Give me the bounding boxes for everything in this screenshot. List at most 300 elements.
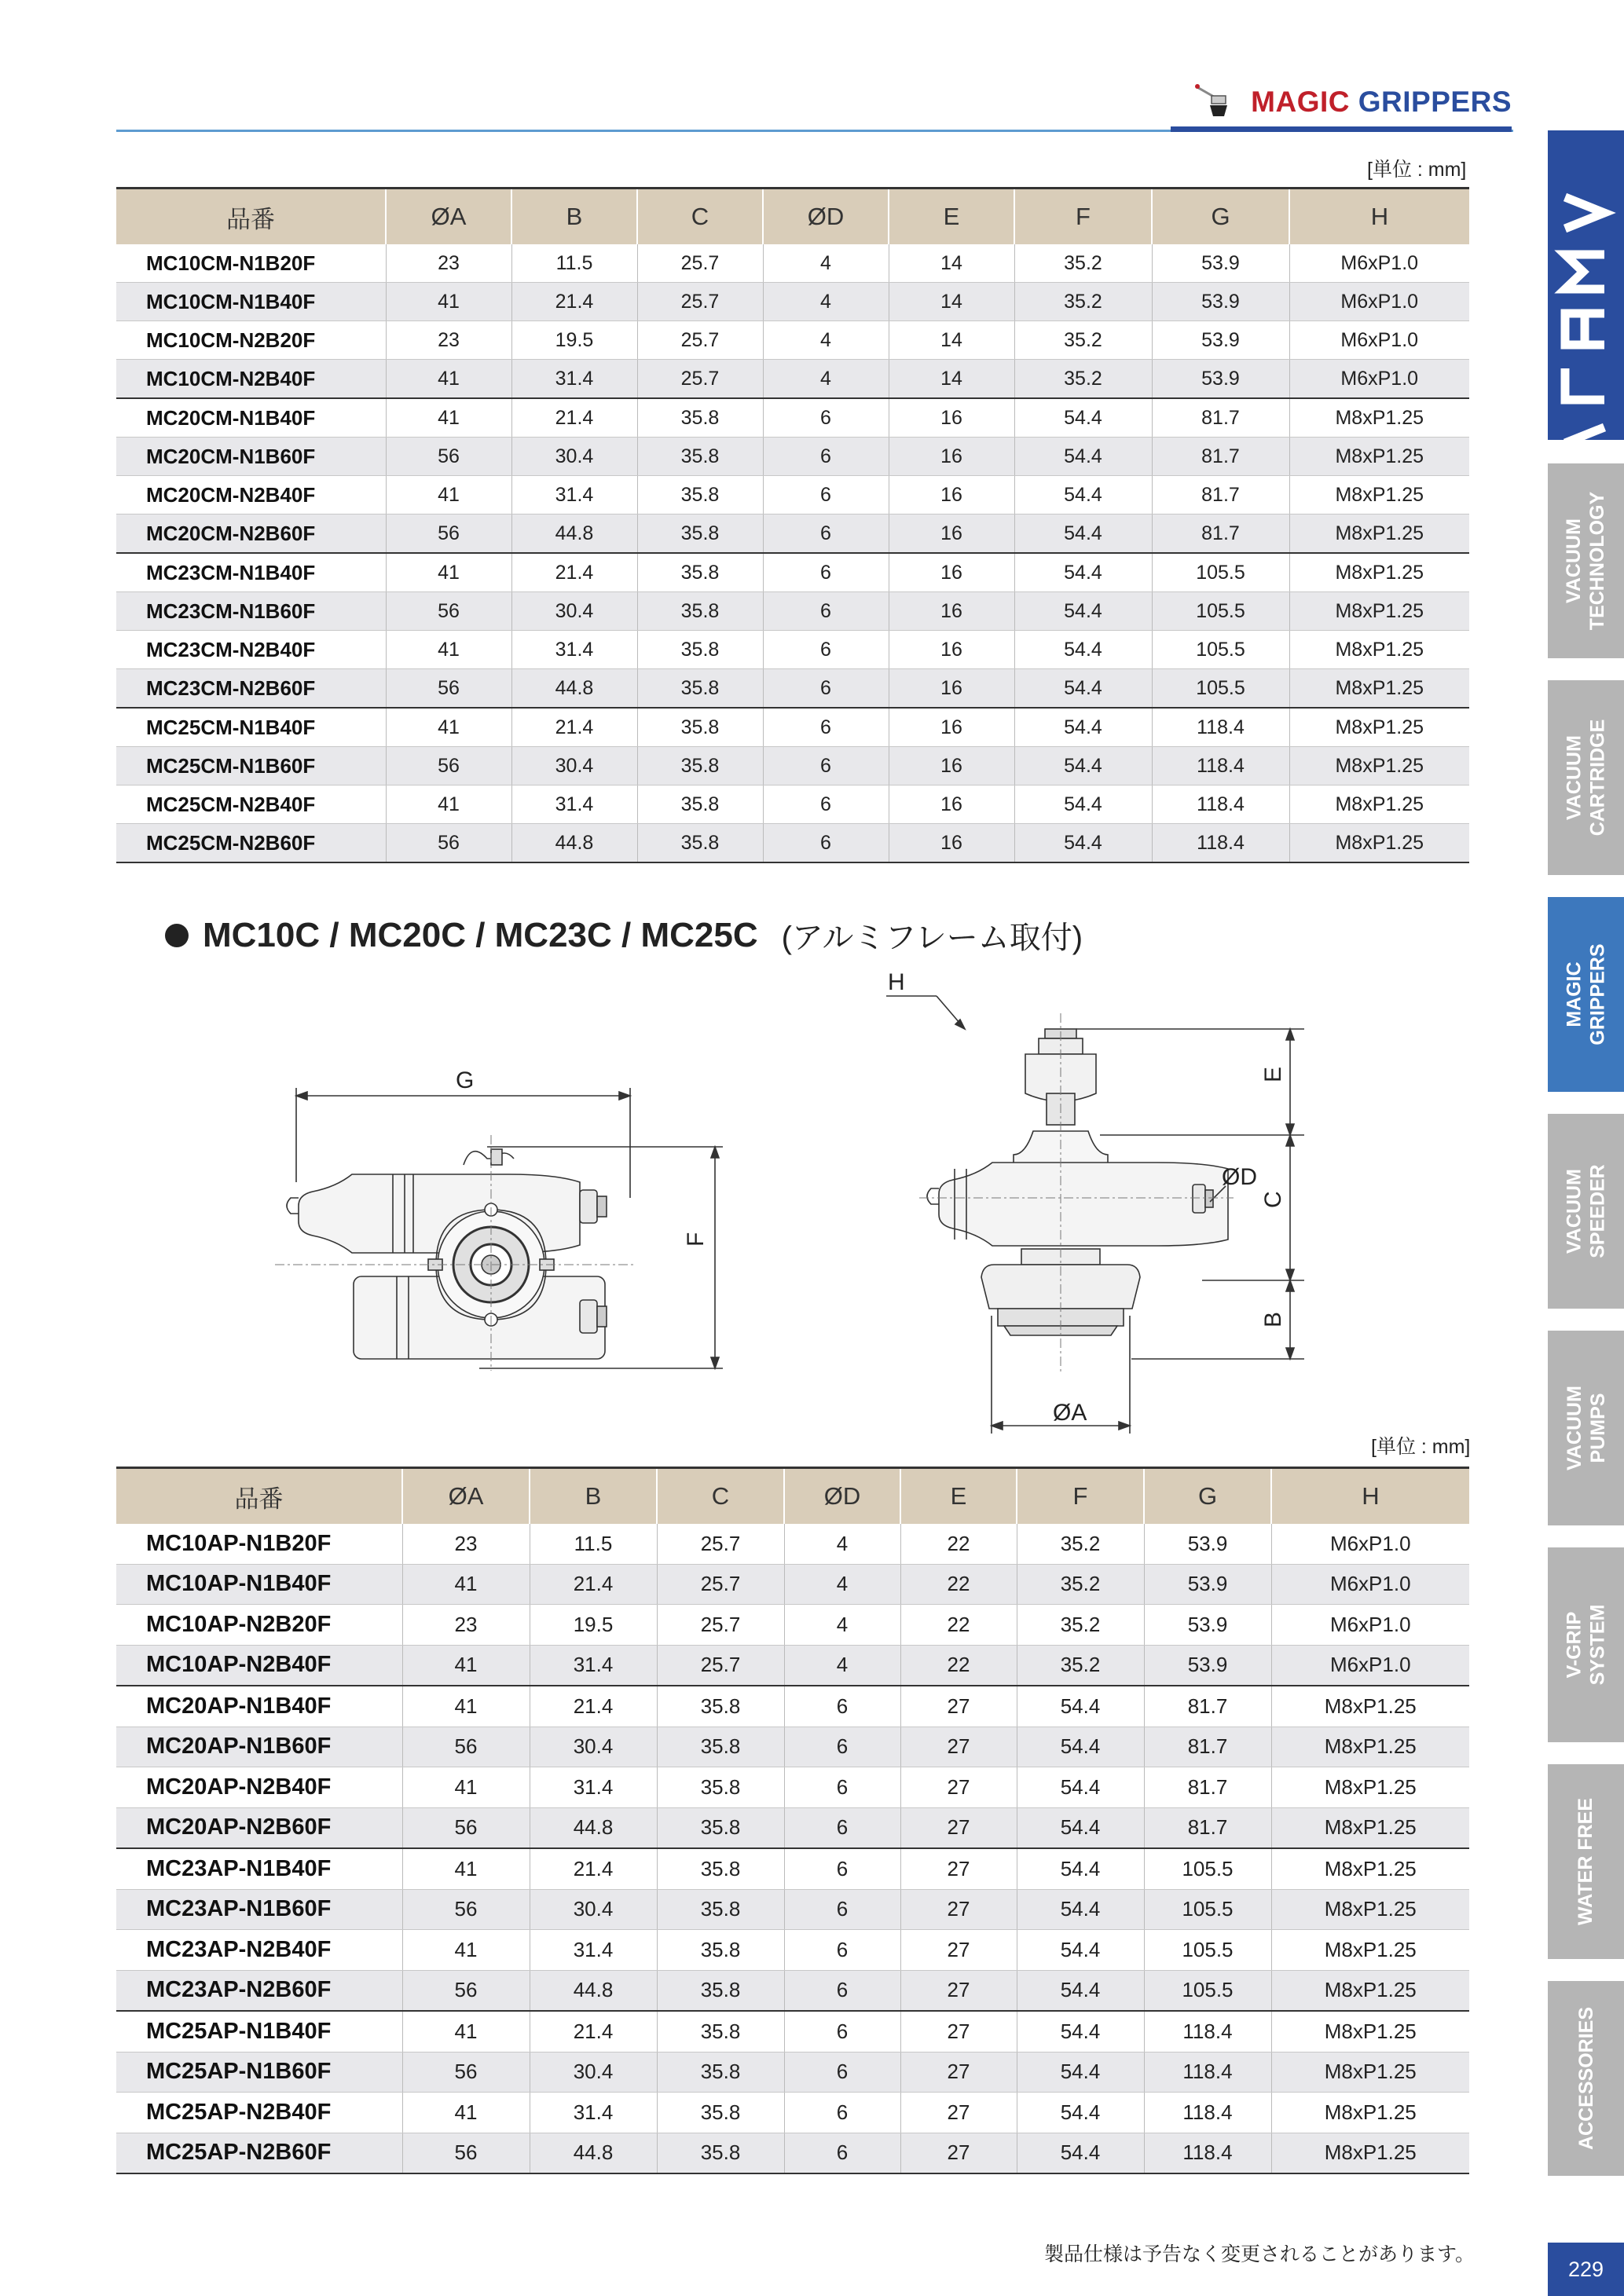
table-cell: 6 <box>763 747 889 785</box>
part-number-cell: MC25AP-N1B60F <box>116 2052 402 2093</box>
table-cell: 6 <box>763 708 889 747</box>
table-cell: 6 <box>763 553 889 592</box>
table-row <box>116 747 1469 785</box>
table-cell: M8xP1.25 <box>1289 631 1469 669</box>
section-heading <box>165 913 1083 958</box>
table-cell: 6 <box>784 1767 900 1808</box>
table-cell: 118.4 <box>1144 2093 1271 2133</box>
page-number: 229 <box>1548 2243 1624 2296</box>
table-cell: M6xP1.0 <box>1271 1605 1469 1646</box>
table-cell: 35.8 <box>657 2011 784 2052</box>
footnote: 製品仕様は予告なく変更されることがあります。 <box>1043 2243 1475 2265</box>
table-cell: 27 <box>900 1686 1017 1727</box>
table-cell: 41 <box>402 2093 530 2133</box>
column-header: C <box>657 1468 784 1525</box>
table-cell: 6 <box>763 514 889 554</box>
table-cell: 56 <box>402 1970 530 2011</box>
dim-label-b: B <box>1260 1311 1286 1327</box>
table-cell: 6 <box>763 824 889 863</box>
sidebar-tab-label: VACUUM TECHNOLOGY <box>1563 491 1609 631</box>
table-cell: 81.7 <box>1152 514 1289 554</box>
table-cell: 35.8 <box>637 631 763 669</box>
table-cell: 6 <box>784 1889 900 1930</box>
table-cell: 35.2 <box>1017 1524 1144 1564</box>
table-cell: 6 <box>784 2133 900 2173</box>
table-cell: 21.4 <box>530 1848 657 1889</box>
table-cell: M8xP1.25 <box>1289 514 1469 554</box>
part-number-cell: MC23AP-N2B60F <box>116 1970 402 2011</box>
sidebar-tab[interactable] <box>1548 1547 1624 1742</box>
table-cell: 6 <box>763 631 889 669</box>
table-cell: M8xP1.25 <box>1271 1970 1469 2011</box>
part-number-cell: MC23CM-N2B40F <box>116 631 386 669</box>
drawing-top-view <box>267 1064 739 1379</box>
table-cell: 6 <box>784 2093 900 2133</box>
column-header: E <box>900 1468 1017 1525</box>
table-cell: 105.5 <box>1152 669 1289 709</box>
table-row <box>116 1524 1469 1564</box>
table-cell: 6 <box>784 2011 900 2052</box>
table-cell: 25.7 <box>657 1605 784 1646</box>
table-cell: 30.4 <box>530 2052 657 2093</box>
table-cell: 54.4 <box>1014 785 1152 824</box>
table-cell: 6 <box>763 592 889 631</box>
table-cell: 23 <box>402 1605 530 1646</box>
part-number-cell: MC20CM-N1B40F <box>116 398 386 438</box>
table-header-row <box>116 189 1469 245</box>
sidebar-logo-tab[interactable] <box>1548 130 1624 440</box>
table-cell: 81.7 <box>1144 1686 1271 1727</box>
column-header: H <box>1271 1468 1469 1525</box>
sidebar-tab[interactable] <box>1548 1764 1624 1959</box>
table-cell: 35.8 <box>657 1727 784 1767</box>
table-cell: M6xP1.0 <box>1289 283 1469 321</box>
table-cell: 105.5 <box>1152 631 1289 669</box>
table-cell: 16 <box>889 824 1014 863</box>
column-header: G <box>1152 189 1289 245</box>
table-row <box>116 785 1469 824</box>
table-cell: 44.8 <box>511 514 637 554</box>
column-header: 品番 <box>116 1468 402 1525</box>
table-cell: 6 <box>763 438 889 476</box>
table-cell: 44.8 <box>511 824 637 863</box>
table-cell: 118.4 <box>1144 2133 1271 2173</box>
table-cell: 54.4 <box>1014 708 1152 747</box>
table-cell: 11.5 <box>511 244 637 283</box>
table-cell: 54.4 <box>1017 2133 1144 2173</box>
table-cell: 118.4 <box>1152 824 1289 863</box>
table-cell: 41 <box>402 1767 530 1808</box>
column-header: ØA <box>386 189 511 245</box>
table-cell: 22 <box>900 1645 1017 1686</box>
table-cell: 105.5 <box>1144 1930 1271 1971</box>
table-cell: 4 <box>784 1645 900 1686</box>
table-cell: 14 <box>889 360 1014 399</box>
table-cell: 31.4 <box>530 1930 657 1971</box>
table-cell: 25.7 <box>637 244 763 283</box>
table-cell: 27 <box>900 1889 1017 1930</box>
table-cell: 6 <box>784 1727 900 1767</box>
table-row <box>116 1848 1469 1889</box>
table-cell: 6 <box>784 1930 900 1971</box>
table-cell: 41 <box>402 2011 530 2052</box>
dim-label-c: C <box>1260 1191 1286 1208</box>
table-cell: 6 <box>784 1848 900 1889</box>
table-cell: 54.4 <box>1014 669 1152 709</box>
table-cell: 31.4 <box>511 360 637 399</box>
table-cell: M8xP1.25 <box>1271 1930 1469 1971</box>
table-cell: 41 <box>386 283 511 321</box>
section-subtitle: (アルミフレーム取付) <box>781 921 1083 955</box>
sidebar-tab[interactable] <box>1548 897 1624 1092</box>
table-cell: M8xP1.25 <box>1289 669 1469 709</box>
table-cell: 53.9 <box>1152 244 1289 283</box>
table-cell: 44.8 <box>511 669 637 709</box>
part-number-cell: MC25CM-N2B60F <box>116 824 386 863</box>
table-cell: 35.2 <box>1014 360 1152 399</box>
part-number-cell: MC10CM-N2B40F <box>116 360 386 399</box>
table-cell: 54.4 <box>1014 438 1152 476</box>
table-cell: 41 <box>386 553 511 592</box>
table-cell: 118.4 <box>1144 2052 1271 2093</box>
table-cell: 4 <box>763 321 889 360</box>
table-cell: 35.8 <box>657 1807 784 1848</box>
table-row <box>116 244 1469 283</box>
table-cell: 56 <box>402 2133 530 2173</box>
column-header: ØA <box>402 1468 530 1525</box>
sidebar-tab[interactable] <box>1548 1114 1624 1309</box>
table-cell: 54.4 <box>1014 398 1152 438</box>
table-cell: 23 <box>386 321 511 360</box>
column-header: B <box>530 1468 657 1525</box>
table-cell: 16 <box>889 708 1014 747</box>
table-cell: 81.7 <box>1152 438 1289 476</box>
sidebar-tab-label: MAGIC GRIPPERS <box>1563 943 1609 1045</box>
part-number-cell: MC20AP-N2B60F <box>116 1807 402 1848</box>
table-row <box>116 514 1469 554</box>
table-row <box>116 398 1469 438</box>
table-cell: 35.8 <box>637 747 763 785</box>
brand-header <box>1194 82 1512 123</box>
table-cell: 25.7 <box>657 1524 784 1564</box>
column-header: B <box>511 189 637 245</box>
part-number-cell: MC10CM-N1B20F <box>116 244 386 283</box>
table-cell: M8xP1.25 <box>1271 1767 1469 1808</box>
table-cell: 81.7 <box>1152 476 1289 514</box>
table-cell: 6 <box>784 1970 900 2011</box>
table-cell: 54.4 <box>1014 824 1152 863</box>
part-number-cell: MC10CM-N1B40F <box>116 283 386 321</box>
table-cell: 35.8 <box>637 398 763 438</box>
table-cell: 105.5 <box>1152 553 1289 592</box>
table-cell: 4 <box>763 360 889 399</box>
table-cell: 56 <box>402 1889 530 1930</box>
table-cell: 118.4 <box>1152 708 1289 747</box>
table-cell: 35.2 <box>1014 244 1152 283</box>
table-cell: 35.8 <box>657 1889 784 1930</box>
sidebar-tab-label: VACUUM CARTRIDGE <box>1563 719 1609 837</box>
sidebar-tab[interactable] <box>1548 1331 1624 1525</box>
table-row <box>116 1645 1469 1686</box>
sidebar-tab-label: V-GRIP SYSTEM <box>1563 1604 1609 1686</box>
table-cell: 27 <box>900 2093 1017 2133</box>
table-row <box>116 1605 1469 1646</box>
table-cell: M8xP1.25 <box>1271 1848 1469 1889</box>
table-cell: 41 <box>402 1564 530 1605</box>
part-number-cell: MC25CM-N2B40F <box>116 785 386 824</box>
sidebar-tab-label: VACUUM SPEEDER <box>1563 1164 1609 1258</box>
table-cell: 44.8 <box>530 1970 657 2011</box>
table-cell: 35.8 <box>657 2093 784 2133</box>
table-cell: 118.4 <box>1152 785 1289 824</box>
brand-word-grippers: GRIPPERS <box>1358 86 1512 118</box>
table-cell: 105.5 <box>1144 1970 1271 2011</box>
drawing-side-view <box>864 966 1320 1437</box>
table-cell: 56 <box>386 438 511 476</box>
table-cell: 6 <box>784 1807 900 1848</box>
table-cell: 31.4 <box>511 476 637 514</box>
part-number-cell: MC10CM-N2B20F <box>116 321 386 360</box>
table-cell: 35.8 <box>657 1848 784 1889</box>
dim-label-h: H <box>888 969 905 995</box>
table-cell: 16 <box>889 785 1014 824</box>
bullet-icon <box>165 924 189 947</box>
table-cell: 27 <box>900 1848 1017 1889</box>
table-cell: 54.4 <box>1014 514 1152 554</box>
table-row <box>116 553 1469 592</box>
spec-table-cm <box>116 187 1469 863</box>
table-cell: M8xP1.25 <box>1271 2093 1469 2133</box>
table-cell: 4 <box>763 244 889 283</box>
table-cell: 6 <box>763 476 889 514</box>
table-cell: 53.9 <box>1152 360 1289 399</box>
table-cell: 56 <box>386 747 511 785</box>
table-cell: 53.9 <box>1152 283 1289 321</box>
table-cell: M8xP1.25 <box>1289 592 1469 631</box>
table-cell: 35.8 <box>657 2133 784 2173</box>
sidebar-tab-label: ACCESSORIES <box>1575 2007 1597 2150</box>
table-cell: 35.8 <box>657 2052 784 2093</box>
dim-label-a: ØA <box>1053 1400 1087 1426</box>
table-cell: 4 <box>784 1564 900 1605</box>
table-row <box>116 2093 1469 2133</box>
table-cell: M8xP1.25 <box>1271 2011 1469 2052</box>
sidebar <box>1548 0 1624 2296</box>
table-cell: M8xP1.25 <box>1271 1807 1469 1848</box>
table-cell: 30.4 <box>511 438 637 476</box>
table-row <box>116 283 1469 321</box>
table-cell: 41 <box>402 1645 530 1686</box>
table-cell: 6 <box>763 669 889 709</box>
table-cell: 21.4 <box>511 283 637 321</box>
table-cell: 11.5 <box>530 1524 657 1564</box>
table-cell: 53.9 <box>1144 1605 1271 1646</box>
table-cell: 53.9 <box>1152 321 1289 360</box>
table-cell: 54.4 <box>1017 1686 1144 1727</box>
table-cell: 4 <box>784 1524 900 1564</box>
table-cell: 14 <box>889 283 1014 321</box>
table-cell: 53.9 <box>1144 1524 1271 1564</box>
table-cell: M6xP1.0 <box>1289 244 1469 283</box>
unit-label-bottom: [単位 : mm] <box>1371 1436 1471 1458</box>
table-cell: 6 <box>763 398 889 438</box>
part-number-cell: MC23CM-N2B60F <box>116 669 386 709</box>
unit-label-top: [単位 : mm] <box>1367 159 1467 181</box>
table-cell: M6xP1.0 <box>1289 321 1469 360</box>
table-cell: 35.2 <box>1014 283 1152 321</box>
table-cell: 54.4 <box>1017 2052 1144 2093</box>
table-cell: 21.4 <box>511 398 637 438</box>
table-cell: 4 <box>763 283 889 321</box>
table-cell: 35.8 <box>637 476 763 514</box>
table-cell: 35.2 <box>1017 1645 1144 1686</box>
table-row <box>116 708 1469 747</box>
part-number-cell: MC20AP-N1B60F <box>116 1727 402 1767</box>
table-row <box>116 360 1469 399</box>
table-cell: M8xP1.25 <box>1289 476 1469 514</box>
sidebar-tab[interactable] <box>1548 1981 1624 2176</box>
table-cell: 25.7 <box>657 1645 784 1686</box>
table-cell: 19.5 <box>530 1605 657 1646</box>
table-cell: 81.7 <box>1144 1727 1271 1767</box>
table-cell: M6xP1.0 <box>1271 1564 1469 1605</box>
table-cell: M8xP1.25 <box>1271 1686 1469 1727</box>
table-cell: 35.8 <box>637 553 763 592</box>
table-cell: 41 <box>386 785 511 824</box>
table-row <box>116 631 1469 669</box>
part-number-cell: MC25CM-N1B60F <box>116 747 386 785</box>
table-row <box>116 824 1469 863</box>
table-cell: 53.9 <box>1144 1564 1271 1605</box>
table-row <box>116 1930 1469 1971</box>
table-cell: 25.7 <box>637 321 763 360</box>
table-cell: 54.4 <box>1017 1889 1144 1930</box>
table-cell: 56 <box>386 514 511 554</box>
table-row <box>116 2052 1469 2093</box>
dim-label-d: ØD <box>1222 1164 1257 1190</box>
table-cell: 81.7 <box>1144 1807 1271 1848</box>
table-cell: 6 <box>763 785 889 824</box>
table-cell: M8xP1.25 <box>1271 1889 1469 1930</box>
table-row <box>116 1970 1469 2011</box>
header-rule-accent <box>1171 126 1512 132</box>
table-cell: 6 <box>784 2052 900 2093</box>
part-number-cell: MC20CM-N1B60F <box>116 438 386 476</box>
sidebar-tab[interactable] <box>1548 680 1624 875</box>
sidebar-tab[interactable] <box>1548 463 1624 658</box>
table-cell: 41 <box>386 398 511 438</box>
table-cell: 41 <box>386 476 511 514</box>
table-cell: 54.4 <box>1017 1807 1144 1848</box>
table-cell: 54.4 <box>1017 1848 1144 1889</box>
table-cell: 16 <box>889 747 1014 785</box>
table-body <box>116 244 1469 862</box>
spec-table-ap <box>116 1467 1469 2174</box>
table-row <box>116 1727 1469 1767</box>
table-cell: 27 <box>900 1807 1017 1848</box>
table-cell: 21.4 <box>511 553 637 592</box>
table-row <box>116 669 1469 709</box>
part-number-cell: MC20CM-N2B40F <box>116 476 386 514</box>
table-cell: 16 <box>889 553 1014 592</box>
table-cell: 35.8 <box>637 514 763 554</box>
table-row <box>116 1686 1469 1727</box>
brand-title <box>1251 86 1512 119</box>
table-cell: 6 <box>784 1686 900 1727</box>
column-header: 品番 <box>116 189 386 245</box>
table-cell: 25.7 <box>637 360 763 399</box>
table-cell: 35.2 <box>1014 321 1152 360</box>
table-cell: 35.8 <box>637 592 763 631</box>
table-row <box>116 1889 1469 1930</box>
table-cell: 35.8 <box>657 1930 784 1971</box>
part-number-cell: MC20AP-N1B40F <box>116 1686 402 1727</box>
table-cell: 16 <box>889 398 1014 438</box>
table-cell: M8xP1.25 <box>1289 824 1469 863</box>
table-cell: 16 <box>889 592 1014 631</box>
dim-label-f: F <box>683 1232 709 1247</box>
table-row <box>116 592 1469 631</box>
table-cell: 105.5 <box>1144 1848 1271 1889</box>
table-cell: 41 <box>402 1930 530 1971</box>
table-cell: 21.4 <box>530 1564 657 1605</box>
table-cell: 105.5 <box>1152 592 1289 631</box>
table-cell: 118.4 <box>1152 747 1289 785</box>
part-number-cell: MC25CM-N1B40F <box>116 708 386 747</box>
table-cell: 31.4 <box>511 785 637 824</box>
table-cell: 4 <box>784 1605 900 1646</box>
part-number-cell: MC23CM-N1B40F <box>116 553 386 592</box>
table-cell: 30.4 <box>530 1727 657 1767</box>
table-cell: 21.4 <box>530 1686 657 1727</box>
part-number-cell: MC23CM-N1B60F <box>116 592 386 631</box>
table-cell: M8xP1.25 <box>1289 398 1469 438</box>
column-header: F <box>1017 1468 1144 1525</box>
table-cell: 54.4 <box>1017 2011 1144 2052</box>
table-cell: 41 <box>386 708 511 747</box>
table-cell: 41 <box>386 360 511 399</box>
table-cell: 54.4 <box>1017 1767 1144 1808</box>
part-number-cell: MC25AP-N1B40F <box>116 2011 402 2052</box>
column-header: F <box>1014 189 1152 245</box>
table-cell: 27 <box>900 1970 1017 2011</box>
table-cell: M8xP1.25 <box>1271 1727 1469 1767</box>
table-cell: M8xP1.25 <box>1271 2052 1469 2093</box>
table-cell: 23 <box>402 1524 530 1564</box>
table-cell: 118.4 <box>1144 2011 1271 2052</box>
table-cell: 14 <box>889 244 1014 283</box>
table-row <box>116 476 1469 514</box>
table-cell: 16 <box>889 476 1014 514</box>
table-body <box>116 1524 1469 2173</box>
table-cell: 19.5 <box>511 321 637 360</box>
table-cell: 30.4 <box>511 747 637 785</box>
table-cell: 81.7 <box>1152 398 1289 438</box>
table-row <box>116 1564 1469 1605</box>
table-cell: 16 <box>889 438 1014 476</box>
part-number-cell: MC10AP-N2B20F <box>116 1605 402 1646</box>
table-cell: 35.2 <box>1017 1605 1144 1646</box>
part-number-cell: MC23AP-N2B40F <box>116 1930 402 1971</box>
dim-label-g: G <box>456 1067 475 1093</box>
table-cell: 27 <box>900 2011 1017 2052</box>
table-cell: 56 <box>402 2052 530 2093</box>
brand-word-magic: MAGIC <box>1251 86 1350 118</box>
table-cell: 16 <box>889 669 1014 709</box>
table-cell: M8xP1.25 <box>1289 553 1469 592</box>
column-header: G <box>1144 1468 1271 1525</box>
table-row <box>116 1767 1469 1808</box>
